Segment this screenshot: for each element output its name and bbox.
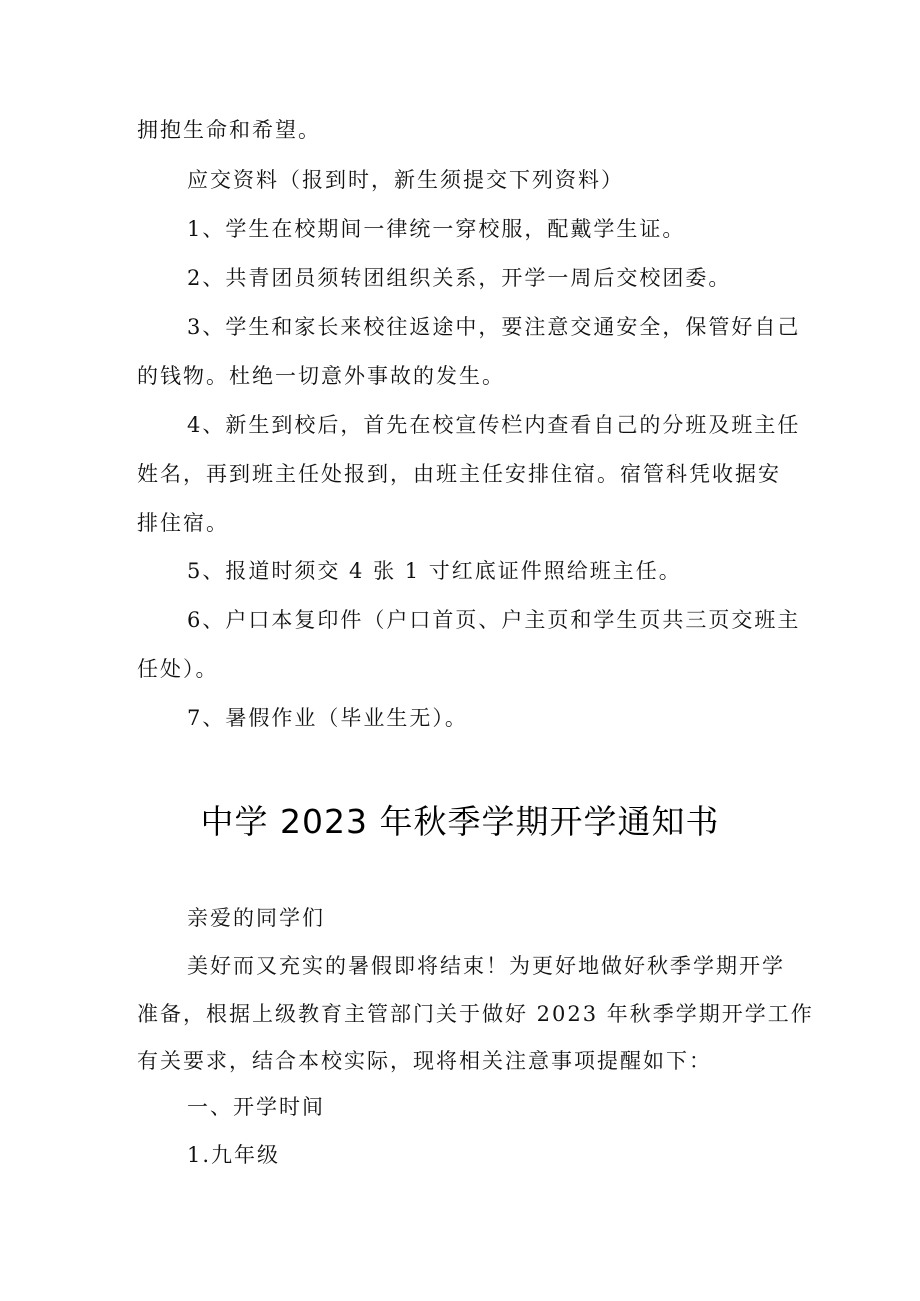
intro-paragraph-line-1: 美好而又充实的暑假即将结束！为更好地做好秋季学期开学 <box>187 954 785 978</box>
subsection-grade-nine: 1.九年级 <box>187 1143 281 1167</box>
notice-title: 中学 2023 年秋季学期开学通知书 <box>200 802 720 841</box>
list-item-2: 2、共青团员须转团组织关系，开学一周后交校团委。 <box>187 266 732 290</box>
list-item-4-continued-2: 排住宿。 <box>137 511 229 535</box>
list-item-7: 7、暑假作业（毕业生无）。 <box>187 706 468 730</box>
list-item-3: 3、学生和家长来校往返途中，要注意交通安全，保管好自己 <box>187 315 801 339</box>
intro-paragraph-line-3: 有关要求，结合本校实际，现将相关注意事项提醒如下： <box>137 1049 712 1073</box>
salutation: 亲爱的同学们 <box>187 906 325 930</box>
list-item-6-continued: 任处）。 <box>137 657 219 681</box>
list-item-1: 1、学生在校期间一律统一穿校服，配戴学生证。 <box>187 217 686 241</box>
section-heading-start-time: 一、开学时间 <box>187 1095 325 1119</box>
intro-paragraph-line-2: 准备，根据上级教育主管部门关于做好 2023 年秋季学期开学工作 <box>137 1002 814 1026</box>
list-item-3-continued: 的钱物。杜绝一切意外事故的发生。 <box>137 364 505 388</box>
list-item-6: 6、户口本复印件（户口首页、户主页和学生页共三页交班主 <box>187 608 801 632</box>
section-heading-materials: 应交资料（报到时，新生须提交下列资料） <box>187 168 624 192</box>
list-item-5: 5、报道时须交 4 张 1 寸红底证件照给班主任。 <box>187 559 682 583</box>
list-item-4-continued: 姓名，再到班主任处报到，由班主任安排住宿。宿管科凭收据安 <box>137 462 781 486</box>
list-item-4: 4、新生到校后，首先在校宣传栏内查看自己的分班及班主任 <box>187 413 801 437</box>
paragraph-line: 拥抱生命和希望。 <box>137 118 321 142</box>
